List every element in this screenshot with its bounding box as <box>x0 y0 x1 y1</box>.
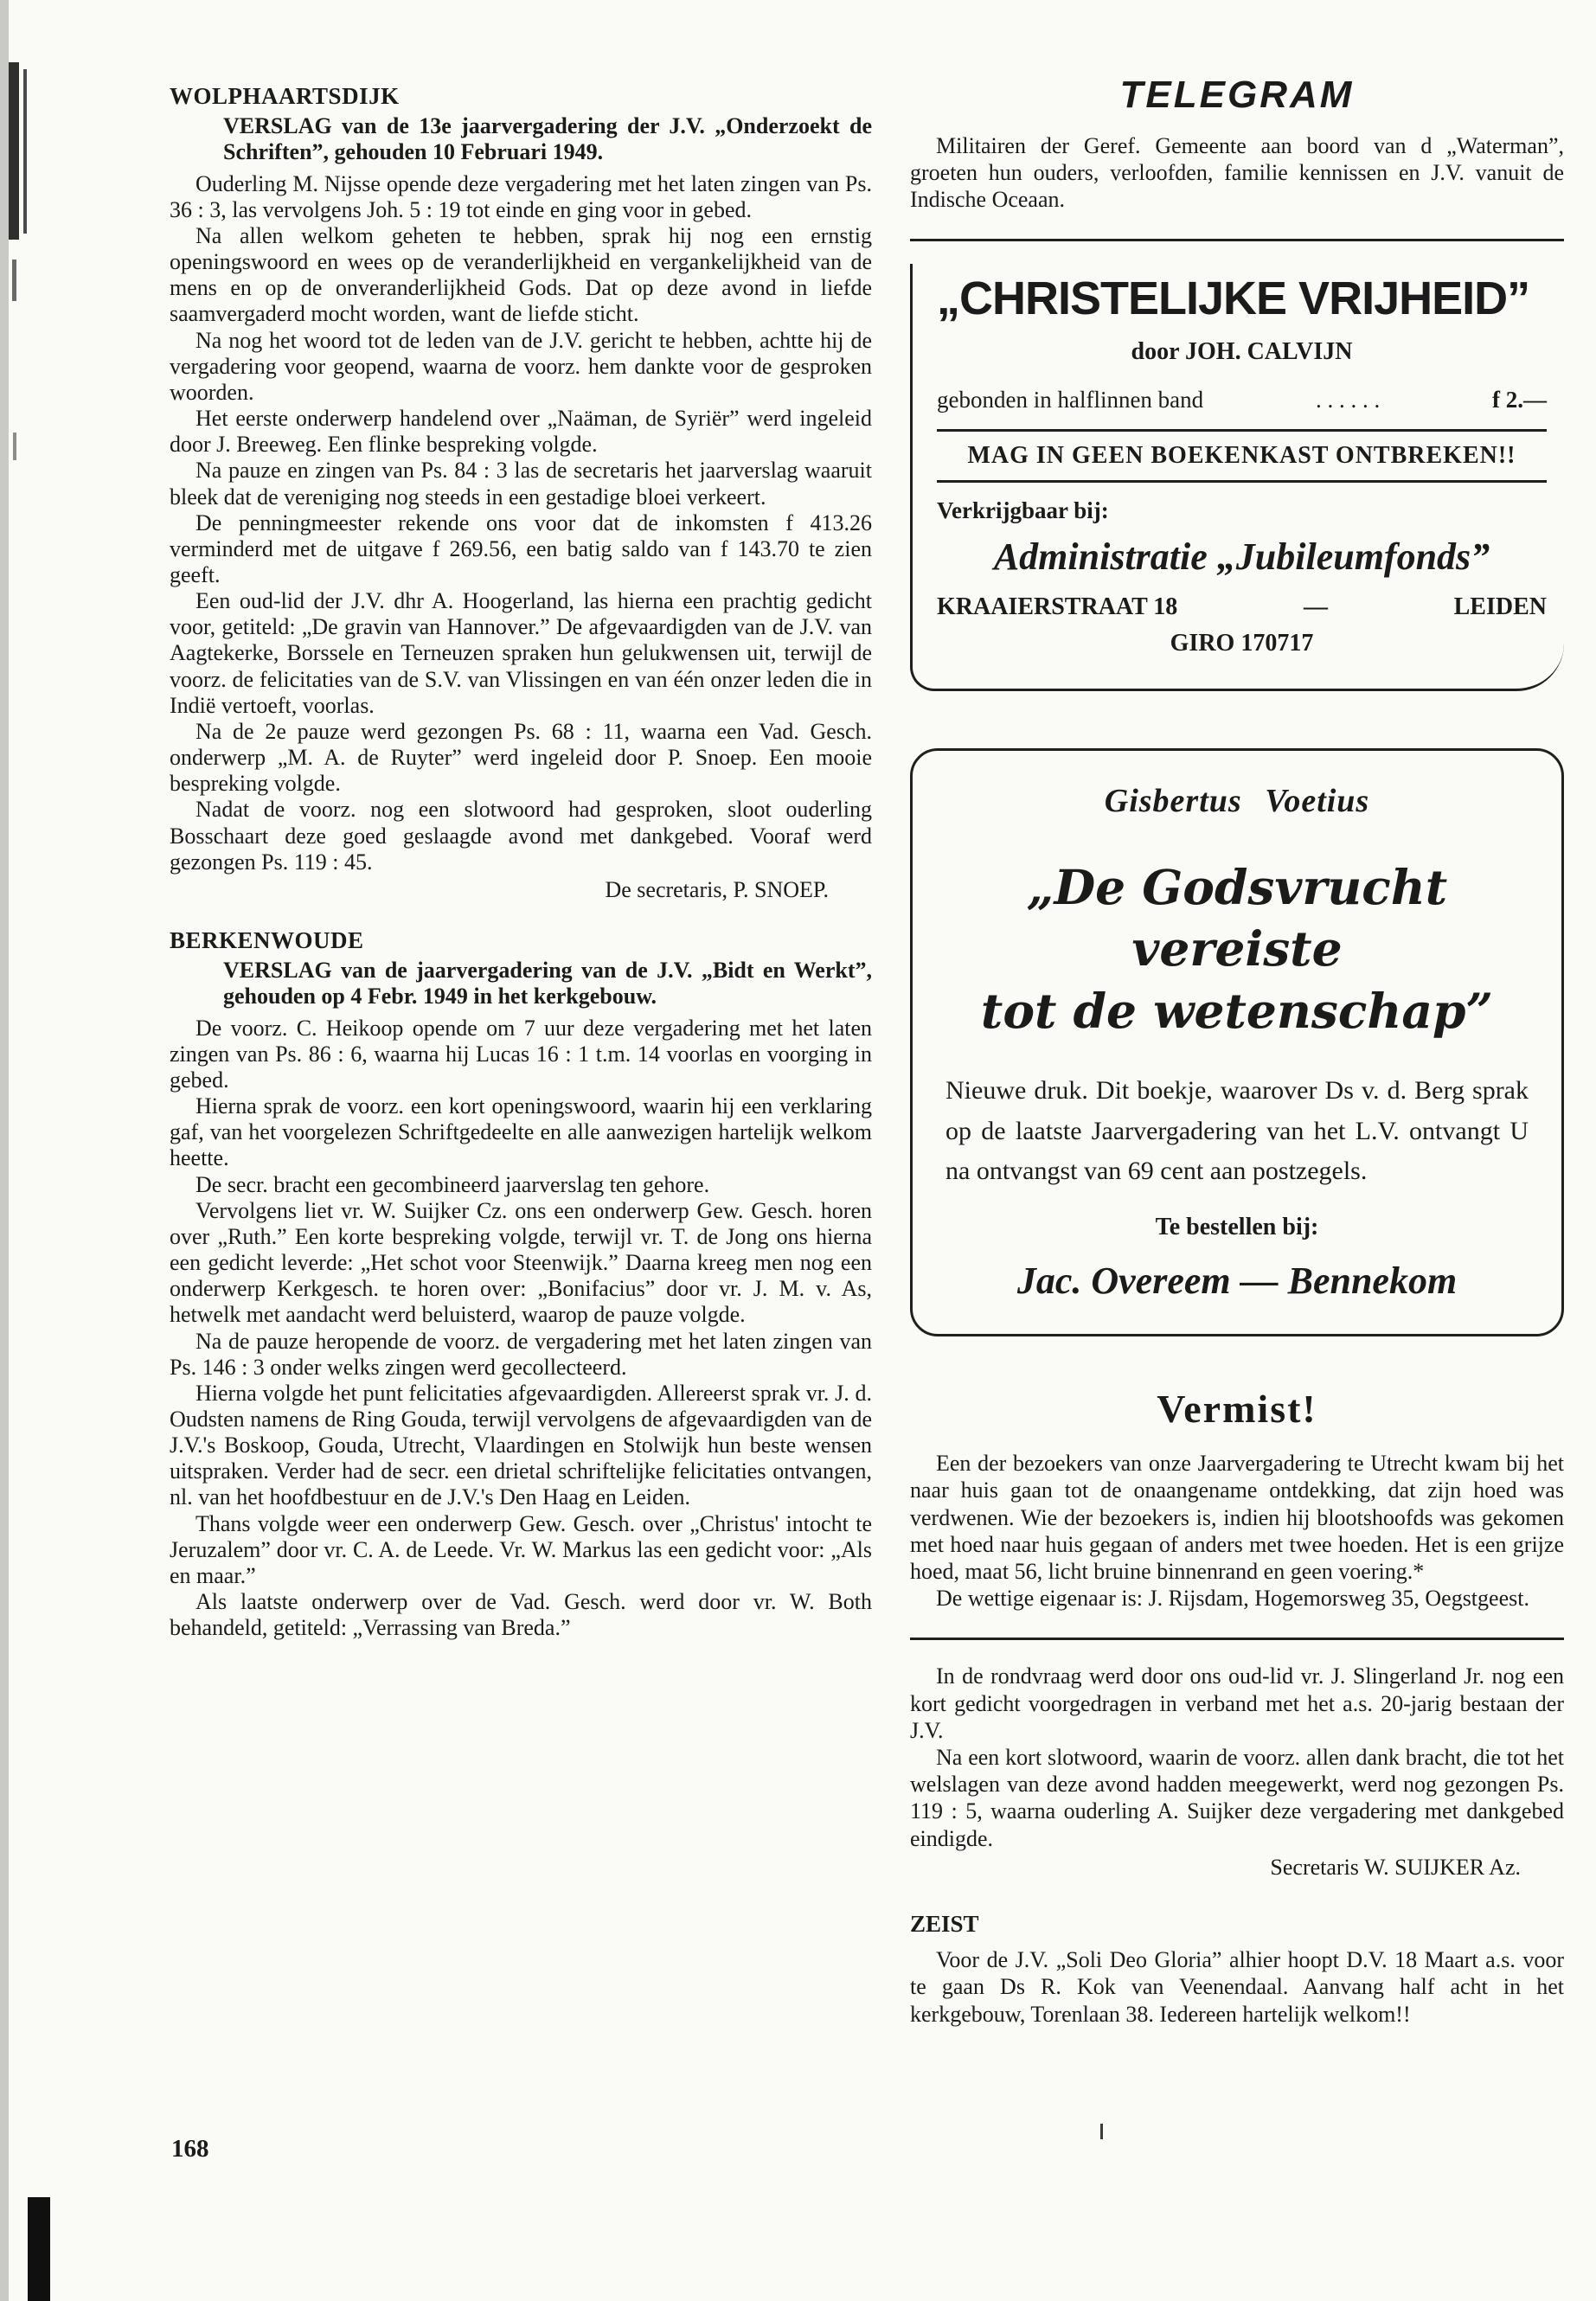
scan-edge-shadow <box>0 0 9 2301</box>
signature: De secretaris, P. SNOEP. <box>605 876 829 902</box>
paragraph: Na de pauze heropende de voorz. de vergadering met het laten zingen van Ps. 146 : 3 onder welks zingen werd gecollecteerd. <box>170 1328 872 1380</box>
paragraph: Vervolgens liet vr. W. Suijker Cz. ons een onderwerp Gew. Gesch. horen over „Ruth.” Een korte bespreking volgde, terwijl vr. T. de Jong ons hierna een gedicht leverde: „Het schot voor Steenwijk.” Daarna kreeg men nog een onderwerp Kerkgesch. te horen over: „Bonifacius” door vr. J. M. v. As, hetwelk met aandacht werd beluisterd, waarop de pauze volgde. <box>170 1197 872 1328</box>
paragraph: Voor de J.V. „Soli Deo Gloria” alhier hoopt D.V. 18 Maart a.s. voor te gaan Ds R. Kok van Veenendaal. Aanvang half acht in het kerkgebouw, Torenlaan 38. Iedereen hartelijk welkom!! <box>910 1947 1564 2027</box>
scan-artifact <box>9 62 19 240</box>
paragraph: De voorz. C. Heikoop opende om 7 uur deze vergadering met het laten zingen van Ps. 86 : 6, waarna hij Lucas 16 : 1 t.m. 14 voorlas en voorging in gebed. <box>170 1015 872 1093</box>
seller-name: Jac. Overeem — Bennekom <box>1016 1259 1458 1303</box>
address-dash: — <box>1303 593 1328 620</box>
article-wolphaartsdijk <box>170 83 872 903</box>
paragraph: Een der bezoekers van onze Jaarvergadering te Utrecht kwam bij het naar huis gaan tot de onaangename ontdekking, dat zijn hoed was verdwenen. Wie der bezoekers is, indien hij blootshoofds was gekomen met hoed naar huis gegaan of anders met twee hoeden. Het is een grijze hoed, maat 56, licht bruine binnenrand en geen voering.* <box>910 1451 1564 1585</box>
price-line <box>937 386 1547 413</box>
paragraph: Nadat de voorz. nog een slotwoord had gesproken, sloot ouderling Bosschaart deze goed geslaagde avond met dankgebed. Vooraf werd gezongen Ps. 119 : 45. <box>170 797 872 875</box>
voetius-title-line2: tot de wetenschap” <box>980 982 1494 1039</box>
order-label: Te bestellen bij: <box>1155 1213 1319 1240</box>
paragraph: De penningmeester rekende ons voor dat de inkomsten f 413.26 verminderd met de uitgave f 269.56, een batig saldo van f 143.70 te zien geeft. <box>170 510 872 587</box>
article-heading: WOLPHAARTSDIJK <box>170 83 400 109</box>
binding-text: gebonden in halflinnen band <box>937 386 1204 413</box>
telegram-section <box>910 73 1564 213</box>
paragraph: Een oud-lid der J.V. dhr A. Hoogerland, las hierna een prachtig gedicht voor, getiteld: „De gravin van Hannover.” De afgevaardigden van de J.V. van Aagtekerke, Borssele en Terneuzen spraken hun gelukwensen uit, terwijl de voorz. de felicitaties van de S.V. van Vlissingen en van één onzer leden die in Indië vertoeft, voorlas. <box>170 588 872 718</box>
paragraph: Na pauze en zingen van Ps. 84 : 3 las de secretaris het jaarverslag waaruit bleek dat de vereniging nog steeds in een gestadige bloei verkeert. <box>170 458 872 510</box>
available-label: Verkrijgbaar bij: <box>937 497 1109 523</box>
publisher-address <box>937 593 1547 622</box>
voetius-author: Gisbertus Voetius <box>1104 783 1370 820</box>
paragraph: Militairen der Geref. Gemeente aan boord van d „Waterman”, groeten hun ouders, verloofden, familie kennissen en J.V. vanuit de Indische Oceaan. <box>910 132 1564 213</box>
scan-artifact <box>13 433 16 460</box>
paragraph: Hierna volgde het punt felicitaties afgevaardigden. Allereerst sprak vr. J. d. Oudsten namens de Ring Gouda, terwijl vervolgens de afgevaardigden van de J.V.'s Boskoop, Gouda, Utrecht, Vlaardingen en Stolwijk hun beste wensen uitspraken. Verder had de secr. een drietal schriftelijke felicitaties ontvangen, nl. van het hoofdbestuur en de J.V.'s Den Haag en Leiden. <box>170 1380 872 1510</box>
page-number: 168 <box>171 2135 209 2163</box>
publisher-name: Administratie „Jubileumfonds” <box>993 535 1490 579</box>
price-value: f 2.— <box>1491 386 1547 413</box>
voetius-title-line1: „De Godsvrucht vereiste <box>1026 858 1448 977</box>
giro-number: GIRO 170717 <box>1170 629 1314 657</box>
scan-artifact <box>1100 2124 1103 2139</box>
paragraph: Ouderling M. Nijsse opende deze vergadering met het laten zingen van Ps. 36 : 3, las vervolgens Joh. 5 : 19 tot einde en ging voor in gebed. <box>170 170 872 222</box>
paragraph: De wettige eigenaar is: J. Rijsdam, Hogemorsweg 35, Oegstgeest. <box>936 1586 1529 1612</box>
article-subheading: VERSLAG van de 13e jaarvergadering der J.V. „Onderzoekt de Schriften”, gehouden 10 Februari 1949. <box>223 113 872 165</box>
paragraph: De secr. bracht een gecombineerd jaarverslag ten gehore. <box>195 1171 710 1197</box>
paragraph: Na een kort slotwoord, waarin de voorz. allen dank bracht, die tot het welslagen van deze avond hadden meegewerkt, werd nog gezongen Ps. 119 : 5, waarna ouderling A. Suijker deze vergadering met dankgebed eindigde. <box>910 1744 1564 1851</box>
divider <box>910 1638 1564 1640</box>
voetius-advertisement <box>910 748 1564 1336</box>
left-column <box>170 83 872 1641</box>
article-heading: ZEIST <box>910 1910 979 1937</box>
vermist-title: Vermist! <box>1157 1387 1317 1432</box>
telegram-title: TELEGRAM <box>1119 74 1355 116</box>
zeist-section <box>910 1910 1564 2028</box>
paragraph: Na de 2e pauze werd gezongen Ps. 68 : 11, waarna een Vad. Gesch. onderwerp „M. A. de Ruyter” werd ingeleid door P. Snoep. Een mooie bespreking volgde. <box>170 718 872 797</box>
book-title: „CHRISTELIJKE VRIJHEID” <box>937 272 1530 325</box>
paragraph: Nieuwe druk. Dit boekje, waarover Ds v. d. Berg sprak op de laatste Jaarvergadering van het L.V. ontvangt U na ontvangst van 69 cent aan postzegels. <box>945 1076 1529 1186</box>
scan-artifact <box>12 260 16 301</box>
vermist-section <box>910 1385 1564 1612</box>
paragraph: Thans volgde weer een onderwerp Gew. Gesch. over „Christus' intocht te Jeruzalem” door vr. C. A. de Leede. Vr. W. Markus las een gedicht voor: „Als en maar.” <box>170 1510 872 1588</box>
right-column <box>910 73 1564 2028</box>
street-address: KRAAIERSTRAAT 18 <box>937 593 1178 620</box>
book-author: door JOH. CALVIJN <box>1131 338 1353 366</box>
rondvraag-section <box>910 1663 1564 1881</box>
scan-artifact <box>23 69 27 234</box>
voetius-book-title <box>945 856 1529 1042</box>
paragraph: Het eerste onderwerp handelend over „Naäman, de Syriër” werd ingeleid door J. Breeweg. Een flinke bespreking volgde. <box>170 406 872 458</box>
paragraph: Na allen welkom geheten te hebben, sprak hij nog een ernstig openingswoord en wees op de veranderlijkheid en vergankelijkheid van de mens en op de onveranderlijkheid Gods. Dat op deze avond in liefde saamvergaderd mocht worden, want de liefde sticht. <box>170 222 872 327</box>
paragraph: Als laatste onderwerp over de Vad. Gesch. werd door vr. W. Both behandeld, getiteld: „Verrassing van Breda.” <box>170 1589 872 1641</box>
city-name: LEIDEN <box>1453 593 1547 620</box>
article-subheading: VERSLAG van de jaarvergadering van de J.V. „Bidt en Werkt”, gehouden op 4 Febr. 1949 in het kerkgebouw. <box>223 958 872 1009</box>
dot-leaders: . . . . . . <box>1315 386 1381 413</box>
paragraph: Hierna sprak de voorz. een kort openingswoord, waarin hij een verklaring gaf, van het voorgelezen Schriftgedeelte en alle aanwezigen hartelijk welkom heette. <box>170 1093 872 1171</box>
paragraph: In de rondvraag werd door ons oud-lid vr. J. Slingerland Jr. nog een kort gedicht voorgedragen in verband met het a.s. 20-jarig bestaan der J.V. <box>910 1663 1564 1743</box>
article-heading: BERKENWOUDE <box>170 927 364 953</box>
article-berkenwoude <box>170 927 872 1641</box>
book-advertisement <box>910 264 1564 691</box>
signature: Secretaris W. SUIJKER Az. <box>1270 1854 1521 1880</box>
paragraph: Na nog het woord tot de leden van de J.V. gericht te hebben, achtte hij de vergadering voor geopend, waarna de voorz. hem dankte voor de gesproken woorden. <box>170 327 872 405</box>
scan-artifact <box>28 2197 50 2301</box>
divider <box>910 239 1564 241</box>
book-slogan: MAG IN GEEN BOEKENKAST ONTBREKEN!! <box>937 429 1547 483</box>
